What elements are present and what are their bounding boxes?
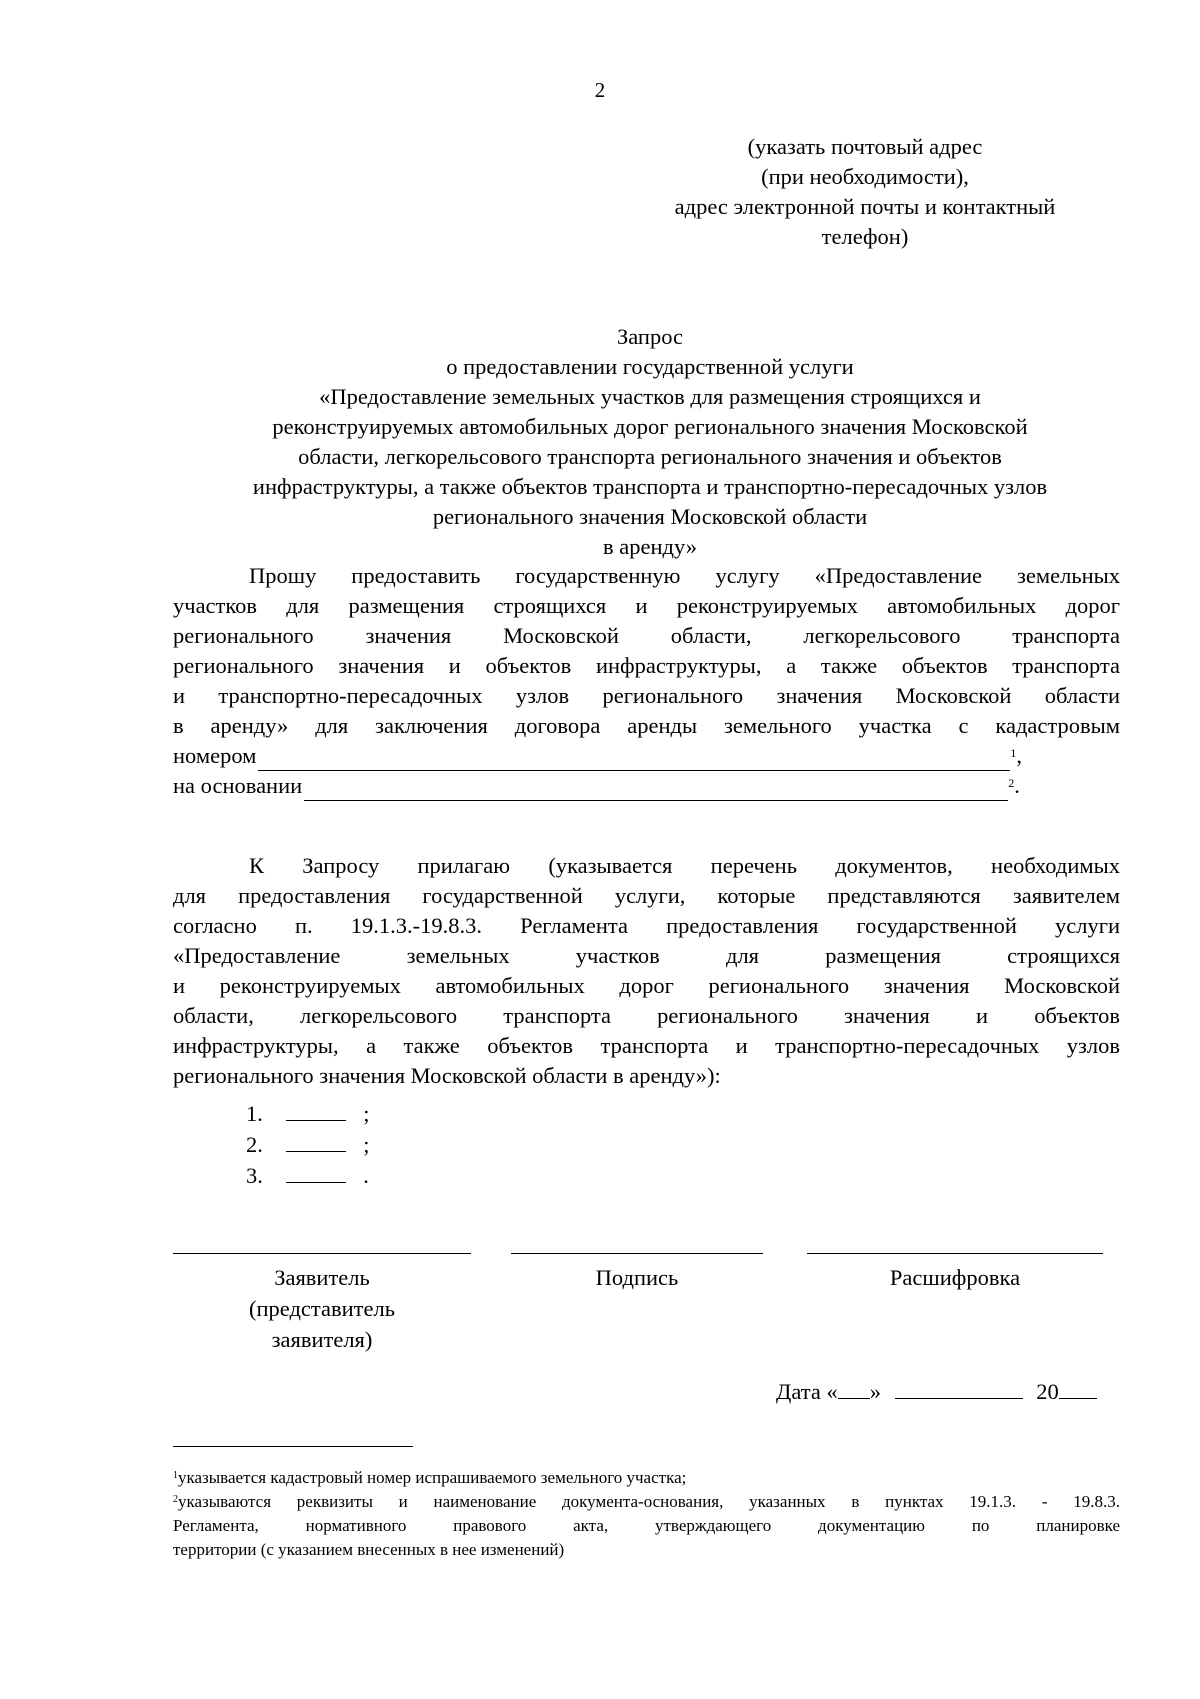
list-number: 1. <box>246 1101 263 1126</box>
field-end-punct: , <box>1016 743 1023 768</box>
paragraph-line: Прошу предоставить государственную услугу «Предоставление земельных <box>249 563 1120 588</box>
title-line: области, легкорельсового транспорта регионального значения и объектов <box>298 444 1002 469</box>
paragraph-line: и транспортно-пересадочных узлов регионального значения Московской области <box>173 683 1120 708</box>
cadastral-number-field[interactable] <box>173 741 1120 771</box>
footnote-mark: 2 <box>173 1494 178 1505</box>
date-quote-close: » <box>869 1379 881 1404</box>
date-month-blank[interactable] <box>895 1376 1023 1399</box>
date-year-blank[interactable] <box>1059 1376 1097 1399</box>
paragraph-line: регионального значения Московской области, легкорельсового транспорта <box>173 623 1120 648</box>
title-line: Запрос <box>616 324 684 349</box>
basis-blank[interactable] <box>304 778 1008 801</box>
footnote-1 <box>173 1466 1120 1490</box>
address-note <box>610 132 1120 252</box>
paragraph-line: и реконструируемых автомобильных дорог регионального значения Московской <box>173 973 1120 998</box>
footnote-line: Регламента, нормативного правового акта, утверждающего документацию по планировке <box>173 1516 1120 1535</box>
paragraph-line: регионального значения Московской области в аренду»): <box>173 1063 721 1088</box>
footnote-mark: 1 <box>1010 746 1017 760</box>
paragraph-line: в аренду» для заключения договора аренды земельного участка с кадастровым <box>173 713 1120 738</box>
address-note-line: телефон) <box>821 224 909 249</box>
attachment-blank[interactable] <box>286 1129 346 1152</box>
list-item <box>246 1160 370 1191</box>
footnote-2 <box>173 1490 1120 1514</box>
request-title <box>180 322 1120 562</box>
list-end-punct: . <box>363 1163 369 1188</box>
footnote-separator <box>173 1446 413 1447</box>
title-line: о предоставлении государственной услуги <box>446 354 854 379</box>
paragraph-line: области, легкорельсового транспорта регионального значения и объектов <box>173 1003 1120 1028</box>
title-line: в аренду» <box>602 534 698 559</box>
paragraph-line: согласно п. 19.1.3.-19.8.3. Регламента предоставления государственной услуги <box>173 913 1120 938</box>
title-line: регионального значения Московской области <box>432 504 868 529</box>
footnote-mark: 1 <box>173 1470 178 1481</box>
attachment-blank[interactable] <box>286 1098 346 1121</box>
applicant-label: Заявитель (представитель заявителя) <box>249 1265 395 1352</box>
address-note-line: (при необходимости), <box>761 164 969 189</box>
basis-label: на основании <box>173 773 303 798</box>
basis-field[interactable] <box>173 771 1120 801</box>
paragraph-line: инфраструктуры, а также объектов транспорта и транспортно-пересадочных узлов <box>173 1033 1120 1058</box>
paragraph-line: для предоставления государственной услуги, которые представляются заявителем <box>173 883 1120 908</box>
page-number: 2 <box>594 78 606 102</box>
footnote-text: указываются реквизиты и наименование документа-основания, указанных в пунктах 19.1.3. - 19.8.3. <box>178 1492 1120 1511</box>
date-field <box>776 1376 1097 1405</box>
paragraph-line: К Запросу прилагаю (указывается перечень документов, необходимых <box>249 853 1120 878</box>
date-day-blank[interactable] <box>838 1376 870 1399</box>
paragraph-line: участков для размещения строящихся и реконструируемых автомобильных дорог <box>173 593 1120 618</box>
transcript-label: Расшифровка <box>889 1265 1021 1290</box>
attachment-blank[interactable] <box>286 1160 346 1183</box>
signature-line[interactable] <box>511 1253 763 1254</box>
title-line: «Предоставление земельных участков для размещения строящихся и <box>319 384 981 409</box>
address-note-line: (указать почтовый адрес <box>747 134 983 159</box>
request-paragraph <box>173 561 1120 801</box>
applicant-signature-line[interactable] <box>173 1253 471 1254</box>
cadastral-number-blank[interactable] <box>258 748 1010 771</box>
signature-label: Подпись <box>595 1265 679 1290</box>
attachments-list <box>246 1098 370 1191</box>
attachments-paragraph <box>173 851 1120 1091</box>
list-item <box>246 1098 370 1129</box>
list-number: 2. <box>246 1132 263 1157</box>
title-line: реконструируемых автомобильных дорог регионального значения Московской <box>272 414 1028 439</box>
footnote-text: указывается кадастровый номер испрашиваемого земельного участка; <box>178 1468 687 1487</box>
list-number: 3. <box>246 1163 263 1188</box>
paragraph-line: «Предоставление земельных участков для размещения строящихся <box>173 943 1120 968</box>
list-end-punct: ; <box>363 1101 370 1126</box>
date-year-prefix: 20 <box>1036 1379 1059 1404</box>
list-end-punct: ; <box>363 1132 370 1157</box>
field-end-punct: . <box>1014 773 1020 798</box>
footnotes <box>173 1466 1120 1562</box>
list-item <box>246 1129 370 1160</box>
paragraph-line: регионального значения и объектов инфраструктуры, а также объектов транспорта <box>173 653 1120 678</box>
date-label: Дата « <box>776 1379 838 1404</box>
title-line: инфраструктуры, а также объектов транспорта и транспортно-пересадочных узлов <box>252 474 1048 499</box>
address-note-line: адрес электронной почты и контактный <box>674 194 1056 219</box>
transcript-line[interactable] <box>807 1253 1103 1254</box>
footnote-line: территории (с указанием внесенных в нее изменений) <box>173 1540 565 1559</box>
footnote-mark: 2 <box>1008 776 1015 790</box>
cadastral-number-label: номером <box>173 743 257 768</box>
